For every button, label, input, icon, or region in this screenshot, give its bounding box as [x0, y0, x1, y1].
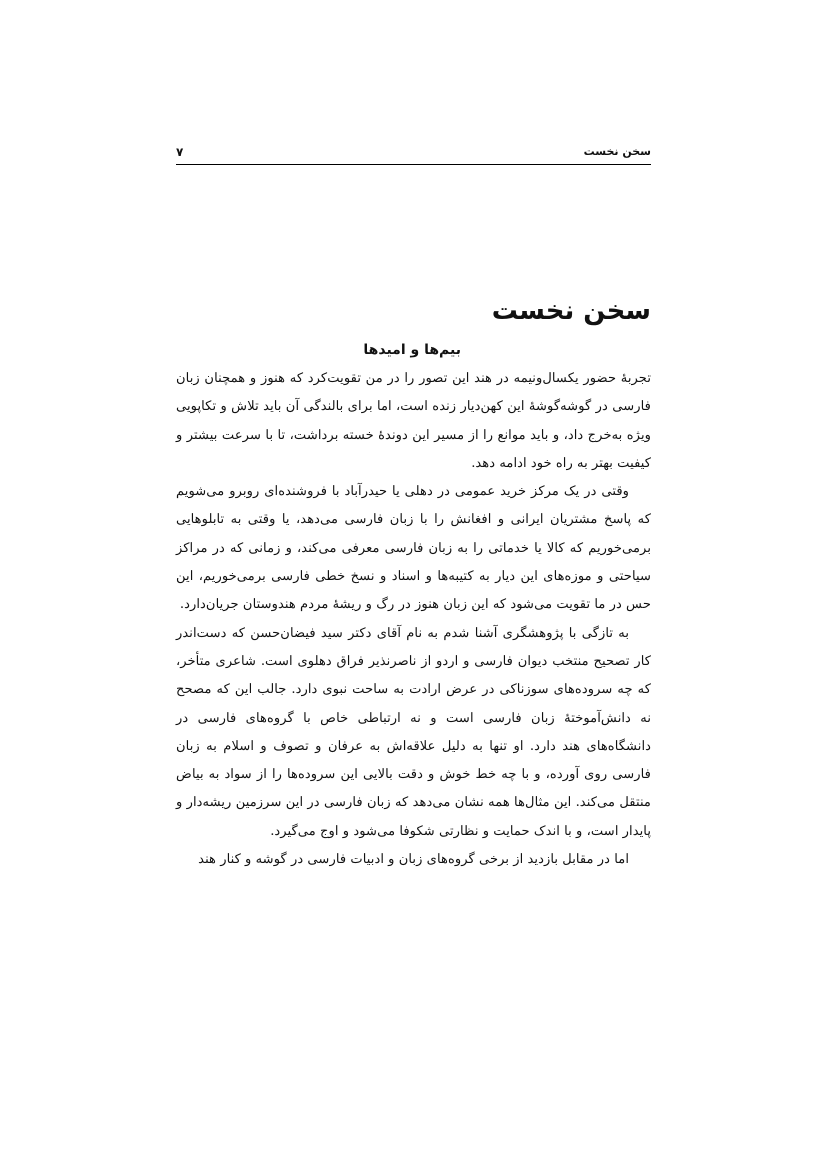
running-header [176, 142, 651, 165]
page-number: ۷ [176, 145, 184, 159]
body-text [176, 365, 651, 874]
section-title: بیم‌ها و امیدها [363, 342, 461, 358]
paragraph: تجربهٔ حضور یکسال‌ونیمه در هند این تصور را در من تقویت‌کرد که هنوز و همچنان زبان فارسی در گوشه‌گوشهٔ این کهن‌دیار زنده است، اما برای بالندگی آن باید تلاش و تکاپویی ویژه به‌خرج داد، و باید موانع را از مسیر این دوندهٔ خسته برداشت، تا با سرعت بیشتر و کیفیت بهتر به راه خود ادامه دهد. [176, 371, 651, 471]
paragraph: به تازگی با پژوهشگری آشنا شدم به نام آقای دکتر سید فیضان‌حسن که دست‌اندر کار تصحیح منتخب دیوان فارسی و اردو از ناصرنذیر فراق دهلوی است. شاعری متأخر، که چه سروده‌های سوزناکی در عرض ارادت به ساحت نبوی دارد. جالب این که مصحح نه دانش‌آموختهٔ زبان فارسی است و نه ارتباطی خاص با گروه‌های فارسی در دانشگاه‌های هند دارد. او تنها به دلیل علاقه‌اش به عرفان و تصوف و اسلام به زبان فارسی روی آورده، و با چه خط خوش و دقت بالایی این سروده‌ها را از سواد به بیاض منتقل می‌کند. این مثال‌ها همه نشان می‌دهد که زبان فارسی در این سرزمین ریشه‌دار و پایدار است، و با اندک حمایت و نظارتی شکوفا می‌شود و اوج می‌گیرد. [176, 625, 651, 839]
running-title: سخن نخست [583, 145, 651, 158]
paragraph: وقتی در یک مرکز خرید عمومی در دهلی یا حیدرآباد با فروشنده‌ای روبرو می‌شویم که پاسخ مشتریان ایرانی و افغانش را با زبان فارسی می‌دهد، یا وقتی به تابلوهایی برمی‌خوریم که کالا یا خدماتی را به زبان فارسی معرفی می‌کند، و زمانی که در مراکز سیاحتی و موزه‌های این دیار به کتیبه‌ها و اسناد و نسخ خطی فارسی برمی‌خوریم، این حس در ما تقویت می‌شود که این زبان هنوز در رگ و ریشهٔ مردم هندوستان جریان‌دارد. [176, 484, 651, 613]
paragraph: اما در مقابل بازدید از برخی گروه‌های زبان و ادبیات فارسی در گوشه و کنار هند [198, 852, 629, 868]
chapter-title: سخن نخست [491, 296, 651, 326]
